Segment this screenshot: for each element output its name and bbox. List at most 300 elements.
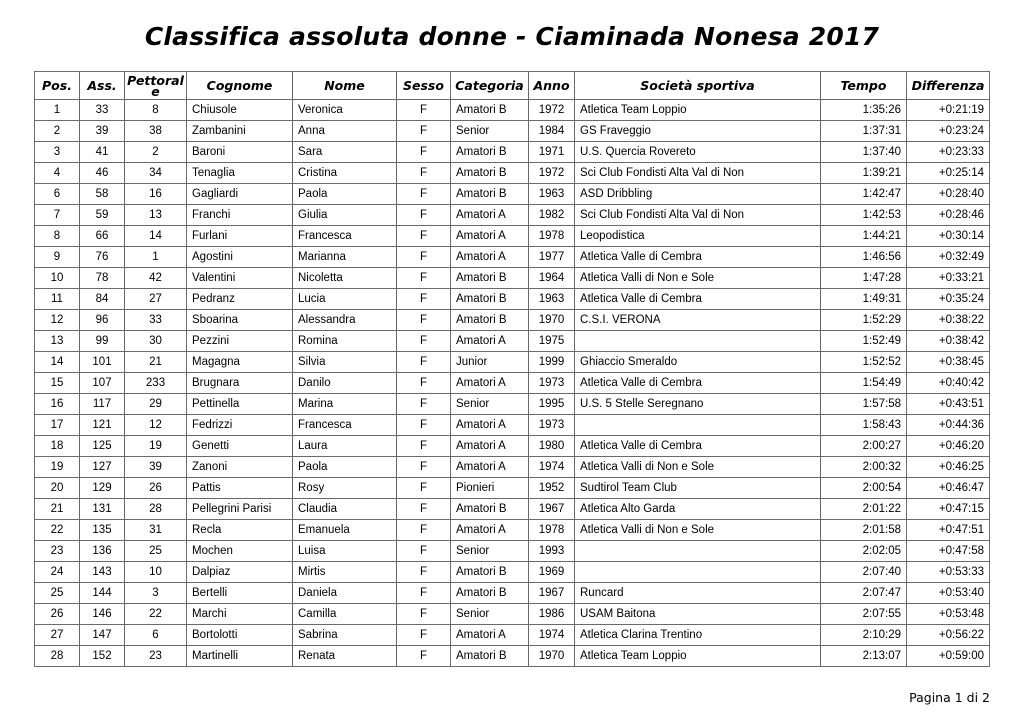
cell-ass: 99	[80, 331, 125, 352]
page-title: Classifica assoluta donne - Ciaminada Nonesa 2017	[144, 22, 880, 51]
table-row	[35, 457, 990, 478]
cell-categoria: Junior	[451, 352, 529, 373]
cell-sesso: F	[397, 499, 451, 520]
cell-sesso: F	[397, 520, 451, 541]
cell-pos: 6	[35, 184, 80, 205]
cell-categoria: Amatori B	[451, 100, 529, 121]
cell-nome: Cristina	[293, 163, 397, 184]
cell-nome: Danilo	[293, 373, 397, 394]
cell-anno: 1972	[529, 163, 575, 184]
cell-nome: Anna	[293, 121, 397, 142]
column-header-differenza: Differenza	[907, 72, 990, 100]
cell-nome: Paola	[293, 184, 397, 205]
cell-pettorale: 21	[125, 352, 187, 373]
cell-pettorale: 13	[125, 205, 187, 226]
cell-anno: 1999	[529, 352, 575, 373]
table-row	[35, 352, 990, 373]
cell-pettorale: 22	[125, 604, 187, 625]
cell-differenza: +0:53:48	[907, 604, 990, 625]
cell-pettorale: 34	[125, 163, 187, 184]
cell-nome: Emanuela	[293, 520, 397, 541]
cell-sesso: F	[397, 457, 451, 478]
cell-ass: 76	[80, 247, 125, 268]
cell-categoria: Senior	[451, 394, 529, 415]
cell-ass: 101	[80, 352, 125, 373]
cell-ass: 143	[80, 562, 125, 583]
page-number: Pagina 1 di 2	[909, 690, 990, 705]
cell-sesso: F	[397, 310, 451, 331]
column-header-tempo: Tempo	[821, 72, 907, 100]
cell-societa: USAM Baitona	[575, 604, 821, 625]
cell-pos: 27	[35, 625, 80, 646]
cell-sesso: F	[397, 646, 451, 667]
cell-anno: 1986	[529, 604, 575, 625]
cell-sesso: F	[397, 247, 451, 268]
cell-ass: 121	[80, 415, 125, 436]
cell-tempo: 1:49:31	[821, 289, 907, 310]
cell-anno: 1980	[529, 436, 575, 457]
cell-categoria: Amatori A	[451, 247, 529, 268]
cell-differenza: +0:25:14	[907, 163, 990, 184]
cell-cognome: Brugnara	[187, 373, 293, 394]
table-row	[35, 205, 990, 226]
cell-societa: Atletica Alto Garda	[575, 499, 821, 520]
cell-anno: 1964	[529, 268, 575, 289]
cell-societa: Runcard	[575, 583, 821, 604]
cell-cognome: Dalpiaz	[187, 562, 293, 583]
cell-pos: 8	[35, 226, 80, 247]
cell-ass: 135	[80, 520, 125, 541]
cell-nome: Laura	[293, 436, 397, 457]
cell-differenza: +0:47:51	[907, 520, 990, 541]
table-row	[35, 604, 990, 625]
table-row	[35, 520, 990, 541]
cell-ass: 59	[80, 205, 125, 226]
cell-pos: 23	[35, 541, 80, 562]
cell-pos: 28	[35, 646, 80, 667]
cell-pettorale: 26	[125, 478, 187, 499]
cell-societa: Atletica Valle di Cembra	[575, 436, 821, 457]
table-row	[35, 415, 990, 436]
cell-categoria: Amatori A	[451, 625, 529, 646]
cell-societa: Atletica Clarina Trentino	[575, 625, 821, 646]
cell-tempo: 1:54:49	[821, 373, 907, 394]
cell-pos: 9	[35, 247, 80, 268]
cell-categoria: Amatori B	[451, 646, 529, 667]
cell-societa	[575, 562, 821, 583]
cell-tempo: 1:42:47	[821, 184, 907, 205]
cell-pos: 19	[35, 457, 80, 478]
cell-anno: 1974	[529, 457, 575, 478]
table-row	[35, 100, 990, 121]
cell-nome: Claudia	[293, 499, 397, 520]
cell-nome: Luisa	[293, 541, 397, 562]
cell-pettorale: 27	[125, 289, 187, 310]
cell-sesso: F	[397, 163, 451, 184]
cell-societa: Sudtirol Team Club	[575, 478, 821, 499]
cell-anno: 1952	[529, 478, 575, 499]
table-row	[35, 499, 990, 520]
cell-tempo: 1:52:52	[821, 352, 907, 373]
cell-tempo: 2:00:54	[821, 478, 907, 499]
cell-tempo: 1:57:58	[821, 394, 907, 415]
cell-anno: 1978	[529, 520, 575, 541]
cell-pos: 12	[35, 310, 80, 331]
table-row	[35, 583, 990, 604]
cell-pos: 24	[35, 562, 80, 583]
cell-differenza: +0:33:21	[907, 268, 990, 289]
cell-differenza: +0:47:58	[907, 541, 990, 562]
cell-tempo: 1:44:21	[821, 226, 907, 247]
cell-pos: 20	[35, 478, 80, 499]
cell-categoria: Amatori B	[451, 562, 529, 583]
cell-categoria: Amatori A	[451, 226, 529, 247]
cell-nome: Giulia	[293, 205, 397, 226]
cell-cognome: Pattis	[187, 478, 293, 499]
cell-differenza: +0:38:42	[907, 331, 990, 352]
cell-differenza: +0:38:45	[907, 352, 990, 373]
cell-societa: ASD Dribbling	[575, 184, 821, 205]
cell-societa: Atletica Valle di Cembra	[575, 373, 821, 394]
cell-pos: 15	[35, 373, 80, 394]
cell-pos: 16	[35, 394, 80, 415]
cell-cognome: Valentini	[187, 268, 293, 289]
cell-tempo: 1:39:21	[821, 163, 907, 184]
cell-societa: Sci Club Fondisti Alta Val di Non	[575, 163, 821, 184]
table-row	[35, 163, 990, 184]
cell-cognome: Gagliardi	[187, 184, 293, 205]
cell-nome: Lucia	[293, 289, 397, 310]
cell-pettorale: 19	[125, 436, 187, 457]
cell-societa: Atletica Valli di Non e Sole	[575, 520, 821, 541]
cell-cognome: Sboarina	[187, 310, 293, 331]
cell-cognome: Bertelli	[187, 583, 293, 604]
cell-anno: 1967	[529, 583, 575, 604]
cell-pettorale: 6	[125, 625, 187, 646]
cell-societa: Atletica Valli di Non e Sole	[575, 457, 821, 478]
cell-pettorale: 33	[125, 310, 187, 331]
cell-pos: 26	[35, 604, 80, 625]
cell-cognome: Zambanini	[187, 121, 293, 142]
cell-tempo: 1:52:29	[821, 310, 907, 331]
table-body	[35, 100, 990, 667]
cell-sesso: F	[397, 373, 451, 394]
cell-ass: 39	[80, 121, 125, 142]
cell-societa	[575, 331, 821, 352]
cell-cognome: Mochen	[187, 541, 293, 562]
cell-cognome: Zanoni	[187, 457, 293, 478]
cell-nome: Renata	[293, 646, 397, 667]
cell-ass: 117	[80, 394, 125, 415]
cell-societa: GS Fraveggio	[575, 121, 821, 142]
table-row	[35, 478, 990, 499]
cell-nome: Veronica	[293, 100, 397, 121]
cell-anno: 1984	[529, 121, 575, 142]
cell-ass: 33	[80, 100, 125, 121]
cell-ass: 41	[80, 142, 125, 163]
column-header-nome: Nome	[293, 72, 397, 100]
cell-ass: 144	[80, 583, 125, 604]
cell-societa: Atletica Team Loppio	[575, 646, 821, 667]
cell-cognome: Pedranz	[187, 289, 293, 310]
cell-pos: 17	[35, 415, 80, 436]
cell-cognome: Recla	[187, 520, 293, 541]
cell-tempo: 1:52:49	[821, 331, 907, 352]
cell-nome: Daniela	[293, 583, 397, 604]
cell-societa: Sci Club Fondisti Alta Val di Non	[575, 205, 821, 226]
cell-categoria: Amatori B	[451, 499, 529, 520]
cell-pettorale: 233	[125, 373, 187, 394]
cell-categoria: Amatori A	[451, 436, 529, 457]
cell-anno: 1970	[529, 310, 575, 331]
cell-cognome: Pettinella	[187, 394, 293, 415]
cell-sesso: F	[397, 226, 451, 247]
cell-cognome: Chiusole	[187, 100, 293, 121]
cell-societa: Ghiaccio Smeraldo	[575, 352, 821, 373]
cell-ass: 146	[80, 604, 125, 625]
cell-categoria: Senior	[451, 541, 529, 562]
cell-nome: Marina	[293, 394, 397, 415]
cell-nome: Paola	[293, 457, 397, 478]
cell-cognome: Tenaglia	[187, 163, 293, 184]
cell-differenza: +0:28:46	[907, 205, 990, 226]
table-row	[35, 226, 990, 247]
cell-societa: C.S.I. VERONA	[575, 310, 821, 331]
cell-sesso: F	[397, 625, 451, 646]
cell-cognome: Pellegrini Parisi	[187, 499, 293, 520]
cell-categoria: Amatori B	[451, 289, 529, 310]
cell-categoria: Amatori A	[451, 457, 529, 478]
cell-societa	[575, 415, 821, 436]
cell-societa: Leopodistica	[575, 226, 821, 247]
cell-societa: Atletica Team Loppio	[575, 100, 821, 121]
column-header-pos: Pos.	[35, 72, 80, 100]
cell-pettorale: 3	[125, 583, 187, 604]
cell-categoria: Amatori B	[451, 268, 529, 289]
table-row	[35, 541, 990, 562]
cell-cognome: Martinelli	[187, 646, 293, 667]
cell-tempo: 2:00:27	[821, 436, 907, 457]
header-row	[35, 72, 990, 100]
cell-tempo: 1:58:43	[821, 415, 907, 436]
cell-sesso: F	[397, 394, 451, 415]
cell-categoria: Amatori A	[451, 373, 529, 394]
cell-anno: 1993	[529, 541, 575, 562]
cell-cognome: Agostini	[187, 247, 293, 268]
cell-cognome: Furlani	[187, 226, 293, 247]
cell-pettorale: 39	[125, 457, 187, 478]
cell-pos: 22	[35, 520, 80, 541]
cell-tempo: 2:07:40	[821, 562, 907, 583]
cell-categoria: Amatori A	[451, 520, 529, 541]
column-header-anno: Anno	[529, 72, 575, 100]
cell-anno: 1973	[529, 373, 575, 394]
cell-pettorale: 8	[125, 100, 187, 121]
cell-pettorale: 25	[125, 541, 187, 562]
table-row	[35, 331, 990, 352]
cell-differenza: +0:28:40	[907, 184, 990, 205]
cell-pos: 13	[35, 331, 80, 352]
cell-cognome: Genetti	[187, 436, 293, 457]
cell-ass: 78	[80, 268, 125, 289]
cell-pos: 1	[35, 100, 80, 121]
cell-pos: 2	[35, 121, 80, 142]
cell-anno: 1970	[529, 646, 575, 667]
cell-societa: U.S. Quercia Rovereto	[575, 142, 821, 163]
cell-pos: 11	[35, 289, 80, 310]
cell-pettorale: 28	[125, 499, 187, 520]
cell-cognome: Franchi	[187, 205, 293, 226]
cell-nome: Francesca	[293, 415, 397, 436]
cell-categoria: Amatori B	[451, 184, 529, 205]
table-row	[35, 268, 990, 289]
cell-cognome: Magagna	[187, 352, 293, 373]
cell-pettorale: 10	[125, 562, 187, 583]
cell-nome: Rosy	[293, 478, 397, 499]
cell-pettorale: 30	[125, 331, 187, 352]
cell-cognome: Baroni	[187, 142, 293, 163]
cell-sesso: F	[397, 121, 451, 142]
cell-anno: 1977	[529, 247, 575, 268]
cell-sesso: F	[397, 436, 451, 457]
cell-pettorale: 23	[125, 646, 187, 667]
cell-tempo: 2:00:32	[821, 457, 907, 478]
column-header-sesso: Sesso	[397, 72, 451, 100]
cell-categoria: Pionieri	[451, 478, 529, 499]
table-row	[35, 184, 990, 205]
cell-nome: Silvia	[293, 352, 397, 373]
cell-ass: 127	[80, 457, 125, 478]
table-row	[35, 394, 990, 415]
cell-sesso: F	[397, 100, 451, 121]
cell-cognome: Pezzini	[187, 331, 293, 352]
cell-tempo: 2:10:29	[821, 625, 907, 646]
cell-nome: Sara	[293, 142, 397, 163]
cell-anno: 1972	[529, 100, 575, 121]
cell-pos: 14	[35, 352, 80, 373]
cell-sesso: F	[397, 268, 451, 289]
cell-cognome: Marchi	[187, 604, 293, 625]
cell-ass: 152	[80, 646, 125, 667]
cell-differenza: +0:21:19	[907, 100, 990, 121]
table-row	[35, 625, 990, 646]
cell-ass: 84	[80, 289, 125, 310]
column-header-ass: Ass.	[80, 72, 125, 100]
cell-differenza: +0:23:24	[907, 121, 990, 142]
cell-sesso: F	[397, 541, 451, 562]
cell-ass: 147	[80, 625, 125, 646]
cell-nome: Sabrina	[293, 625, 397, 646]
cell-differenza: +0:32:49	[907, 247, 990, 268]
cell-categoria: Senior	[451, 121, 529, 142]
cell-differenza: +0:43:51	[907, 394, 990, 415]
cell-tempo: 2:01:22	[821, 499, 907, 520]
table-header	[35, 72, 990, 100]
table-row	[35, 436, 990, 457]
cell-differenza: +0:47:15	[907, 499, 990, 520]
cell-pettorale: 16	[125, 184, 187, 205]
cell-pettorale: 31	[125, 520, 187, 541]
cell-anno: 1974	[529, 625, 575, 646]
cell-tempo: 2:02:05	[821, 541, 907, 562]
cell-categoria: Senior	[451, 604, 529, 625]
cell-differenza: +0:46:25	[907, 457, 990, 478]
cell-sesso: F	[397, 331, 451, 352]
cell-ass: 125	[80, 436, 125, 457]
cell-anno: 1982	[529, 205, 575, 226]
table-row	[35, 373, 990, 394]
cell-ass: 129	[80, 478, 125, 499]
cell-differenza: +0:53:40	[907, 583, 990, 604]
cell-ass: 107	[80, 373, 125, 394]
cell-categoria: Amatori A	[451, 331, 529, 352]
cell-anno: 1963	[529, 289, 575, 310]
cell-differenza: +0:46:47	[907, 478, 990, 499]
cell-differenza: +0:23:33	[907, 142, 990, 163]
cell-categoria: Amatori B	[451, 310, 529, 331]
cell-societa: Atletica Valli di Non e Sole	[575, 268, 821, 289]
cell-anno: 1969	[529, 562, 575, 583]
cell-pettorale: 29	[125, 394, 187, 415]
cell-societa: Atletica Valle di Cembra	[575, 289, 821, 310]
cell-categoria: Amatori A	[451, 415, 529, 436]
cell-tempo: 1:37:31	[821, 121, 907, 142]
cell-anno: 1971	[529, 142, 575, 163]
column-header-societa: Società sportiva	[575, 72, 821, 100]
cell-ass: 66	[80, 226, 125, 247]
cell-pettorale: 38	[125, 121, 187, 142]
cell-ass: 46	[80, 163, 125, 184]
table-row	[35, 121, 990, 142]
cell-anno: 1995	[529, 394, 575, 415]
cell-anno: 1973	[529, 415, 575, 436]
cell-cognome: Bortolotti	[187, 625, 293, 646]
cell-pos: 3	[35, 142, 80, 163]
cell-nome: Romina	[293, 331, 397, 352]
cell-nome: Mirtis	[293, 562, 397, 583]
cell-anno: 1963	[529, 184, 575, 205]
cell-nome: Francesca	[293, 226, 397, 247]
cell-tempo: 2:01:58	[821, 520, 907, 541]
cell-differenza: +0:46:20	[907, 436, 990, 457]
cell-tempo: 1:37:40	[821, 142, 907, 163]
cell-tempo: 2:07:55	[821, 604, 907, 625]
cell-tempo: 2:13:07	[821, 646, 907, 667]
results-table	[34, 71, 990, 667]
cell-differenza: +0:56:22	[907, 625, 990, 646]
cell-nome: Marianna	[293, 247, 397, 268]
cell-pos: 21	[35, 499, 80, 520]
cell-ass: 58	[80, 184, 125, 205]
cell-pettorale: 42	[125, 268, 187, 289]
cell-cognome: Fedrizzi	[187, 415, 293, 436]
cell-anno: 1975	[529, 331, 575, 352]
cell-societa	[575, 541, 821, 562]
table-row	[35, 310, 990, 331]
cell-categoria: Amatori B	[451, 583, 529, 604]
cell-sesso: F	[397, 478, 451, 499]
cell-categoria: Amatori A	[451, 205, 529, 226]
cell-categoria: Amatori B	[451, 142, 529, 163]
cell-tempo: 1:42:53	[821, 205, 907, 226]
cell-differenza: +0:53:33	[907, 562, 990, 583]
cell-sesso: F	[397, 604, 451, 625]
table-row	[35, 247, 990, 268]
cell-sesso: F	[397, 562, 451, 583]
cell-pos: 4	[35, 163, 80, 184]
cell-sesso: F	[397, 415, 451, 436]
cell-sesso: F	[397, 583, 451, 604]
